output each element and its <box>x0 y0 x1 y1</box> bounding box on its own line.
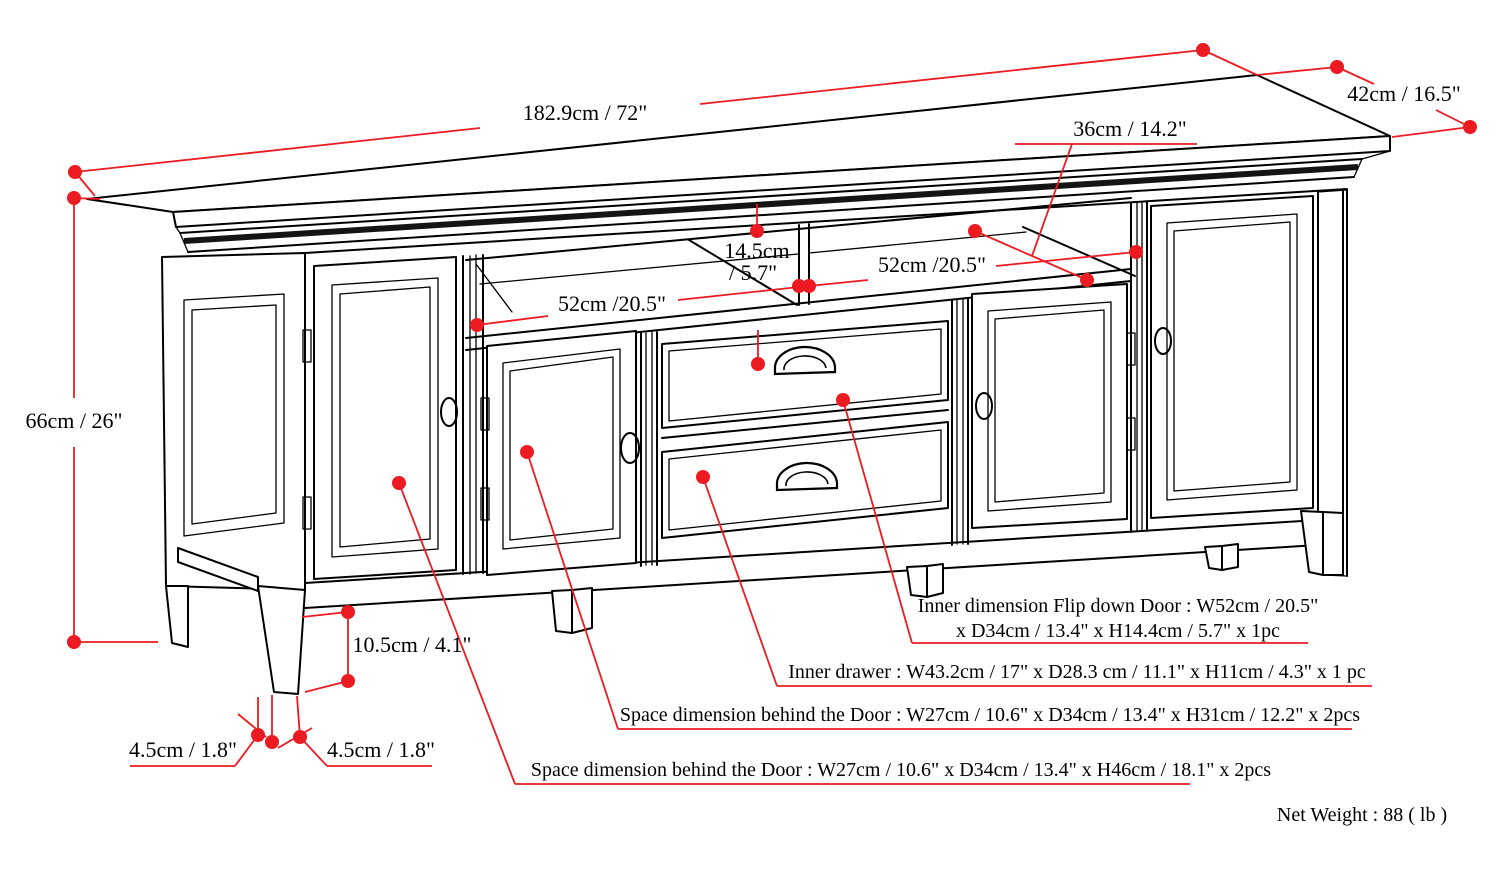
dim-label-overall-depth: 42cm / 16.5" <box>1347 81 1461 106</box>
note-space-behind-door-tall: Space dimension behind the Door : W27cm / 10.6" x D34cm / 13.4" x H46cm / 18.1" x 2pcs <box>530 759 1272 781</box>
front-left-leg <box>258 586 305 694</box>
leg <box>1205 546 1222 570</box>
note-flip-down-door-line1: Inner dimension Flip down Door : W52cm / 20.5" <box>917 595 1319 617</box>
dim-label-shelf-width-right: 52cm /20.5" <box>878 252 986 277</box>
dim-label-leg-height: 10.5cm / 4.1" <box>352 632 472 657</box>
dim-label-overall-height: 66cm / 26" <box>25 408 123 433</box>
door-far-right <box>1151 196 1313 518</box>
back-left-leg <box>166 586 188 647</box>
dim-label-leg-size-left: 4.5cm / 1.8" <box>129 737 237 762</box>
dim-label-shelf-width-left: 52cm /20.5" <box>558 291 666 316</box>
note-inner-drawer: Inner drawer : W43.2cm / 17" x D28.3 cm / 11.1" x H11cm / 4.3" x 1 pc <box>788 661 1366 683</box>
dim-label-shelf-height-1: 14.5cm <box>724 238 790 263</box>
leg <box>907 566 927 597</box>
note-space-behind-door-short: Space dimension behind the Door : W27cm / 10.6" x D34cm / 13.4" x H31cm / 12.2" x 2pcs <box>619 704 1361 726</box>
note-flip-down-door-line2: x D34cm / 13.4" x H14.4cm / 5.7" x 1pc <box>955 620 1281 642</box>
left-side-panel <box>162 253 305 694</box>
leg <box>552 590 572 633</box>
drawer-bank <box>662 321 948 538</box>
door-left-center <box>481 331 639 575</box>
dim-label-shelf-depth: 36cm / 14.2" <box>1073 116 1187 141</box>
door-far-left <box>303 257 457 579</box>
door-right-center <box>972 284 1135 528</box>
dim-label-overall-width: 182.9cm / 72" <box>522 100 648 125</box>
dim-label-shelf-height-2: / 5.7" <box>728 260 778 285</box>
dim-label-leg-size-right: 4.5cm / 1.8" <box>327 737 435 762</box>
shelf-left-wall-edge <box>476 264 512 312</box>
note-net-weight: Net Weight : 88 ( lb ) <box>1276 804 1448 826</box>
front-right-leg <box>1301 511 1323 575</box>
